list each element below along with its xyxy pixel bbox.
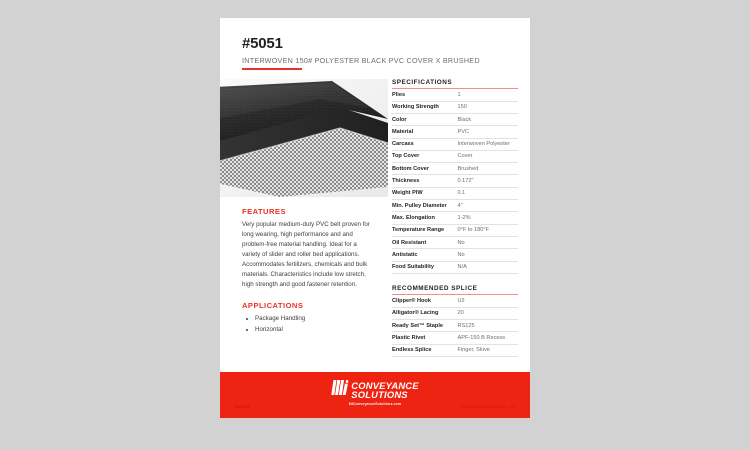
table-row (392, 307, 518, 319)
page-header (220, 18, 530, 70)
specifications-heading: SPECIFICATIONS (392, 78, 453, 86)
company-logo (331, 380, 418, 406)
spec-key: Material (392, 128, 414, 135)
spec-key: Max. Elongation (392, 215, 435, 221)
recommended-splice-table (392, 295, 518, 357)
table-row (392, 224, 518, 236)
table-row (392, 138, 518, 150)
splice-key: Endless Splice (392, 347, 432, 354)
spec-key: Thickness (392, 178, 420, 185)
list-item: Horizontal (242, 325, 376, 336)
features-heading: FEATURES (242, 206, 286, 216)
logo-row (331, 380, 418, 400)
logo-line-1: CONVEYANCE (351, 379, 419, 391)
product-photo (220, 79, 388, 197)
table-row (392, 175, 518, 187)
recommended-splice-section (392, 285, 518, 357)
spec-value: 0.172" (457, 178, 474, 185)
spec-key: Top Cover (392, 153, 420, 160)
table-row (392, 150, 518, 162)
specifications-rule (392, 88, 518, 90)
specifications-table (392, 89, 518, 274)
list-item: Package Handling (242, 314, 376, 325)
splice-value: U2 (457, 298, 465, 305)
spec-value: PVC (457, 128, 470, 135)
recommended-splice-rule (392, 294, 518, 296)
spec-value: No (457, 251, 465, 258)
table-row (392, 101, 518, 113)
product-number: #5051 (242, 35, 283, 52)
table-row (392, 295, 518, 307)
spec-value: Brushed (457, 165, 479, 172)
spec-value: Interwoven Polyester (457, 141, 510, 148)
spec-key: Bottom Cover (392, 165, 429, 172)
mi-bars-icon (331, 380, 348, 400)
spec-value: Cover (457, 153, 473, 160)
table-row (392, 332, 518, 344)
table-row (392, 163, 518, 175)
splice-key: Clipper® Hook (392, 298, 431, 305)
spec-value: 150 (457, 104, 467, 111)
spec-value: 0°F to 180°F (457, 227, 490, 234)
right-column (392, 79, 518, 357)
spec-key: Temperature Range (392, 227, 445, 234)
applications-heading: APPLICATIONS (242, 301, 304, 311)
spec-key: Food Suitability (392, 264, 434, 271)
spec-key: Carcass (392, 141, 414, 148)
logo-line-2: SOLUTIONS (351, 389, 408, 400)
spec-value: 4" (457, 202, 463, 209)
spec-key: Min. Pulley Diameter (392, 202, 447, 209)
spec-key: Antistatic (392, 251, 418, 258)
splice-key: Ready Set™ Staple (392, 322, 443, 329)
spec-key: Color (392, 116, 407, 123)
spec-value: Black (457, 116, 472, 123)
spec-key: Weight PIW (392, 190, 423, 197)
spec-value: 1 (457, 91, 461, 98)
splice-key: Plastic Rivet (392, 335, 426, 341)
product-title: INTERWOVEN 150# POLYESTER BLACK PVC COVER X BRUSHED (242, 55, 480, 65)
table-row (392, 89, 518, 101)
spec-key: Working Strength (392, 104, 439, 111)
spec-value: 0.1 (457, 190, 466, 197)
splice-value: Finger, Skive (457, 347, 490, 354)
spec-value: 1-2% (457, 215, 471, 221)
features-section (242, 207, 376, 290)
spec-key: Plies (392, 91, 406, 98)
document-code: ms5051 (235, 405, 251, 409)
spec-sheet-page (220, 18, 530, 418)
table-row (392, 249, 518, 261)
applications-section (242, 301, 376, 336)
left-column (220, 79, 388, 336)
splice-value: RS125 (457, 322, 475, 329)
logo-wordmark (351, 381, 418, 399)
table-row (392, 320, 518, 332)
table-row (392, 200, 518, 212)
spec-value: N/A (457, 264, 467, 271)
splice-value: APF-150 B Recess (457, 335, 506, 341)
splice-value: 20 (457, 310, 464, 317)
spec-value: No (457, 239, 465, 246)
page-body (220, 79, 530, 374)
page-footer (220, 372, 530, 418)
table-row (392, 187, 518, 199)
features-body: Very popular medium-duty PVC belt proven for long wearing, high performance and and problem-free material handling. Ideal for a variety of slider and roller bed applications. Accommodates fertilizers, chemicals and bulk materials. Characteristics include low stretch, high strength and good fastener retention. (242, 220, 370, 289)
table-row (392, 344, 518, 356)
table-row (392, 261, 518, 273)
applications-list (242, 314, 376, 336)
copyright-notice: © 2022 Motion Industries, Inc. (461, 405, 515, 409)
table-row (392, 212, 518, 224)
table-row (392, 126, 518, 138)
recommended-splice-heading: RECOMMENDED SPLICE (392, 284, 478, 292)
left-text-blocks (220, 197, 388, 336)
spec-key: Oil Resistant (392, 239, 427, 246)
splice-key: Alligator® Lacing (392, 310, 439, 317)
belt-illustration-svg (220, 79, 388, 197)
logo-website-url: MIConveyanceSolutions.com (348, 401, 402, 406)
mi-monogram-svg (331, 380, 348, 395)
table-row (392, 113, 518, 125)
specifications-section (392, 79, 518, 274)
table-row (392, 237, 518, 249)
title-underline-rule (242, 68, 302, 69)
